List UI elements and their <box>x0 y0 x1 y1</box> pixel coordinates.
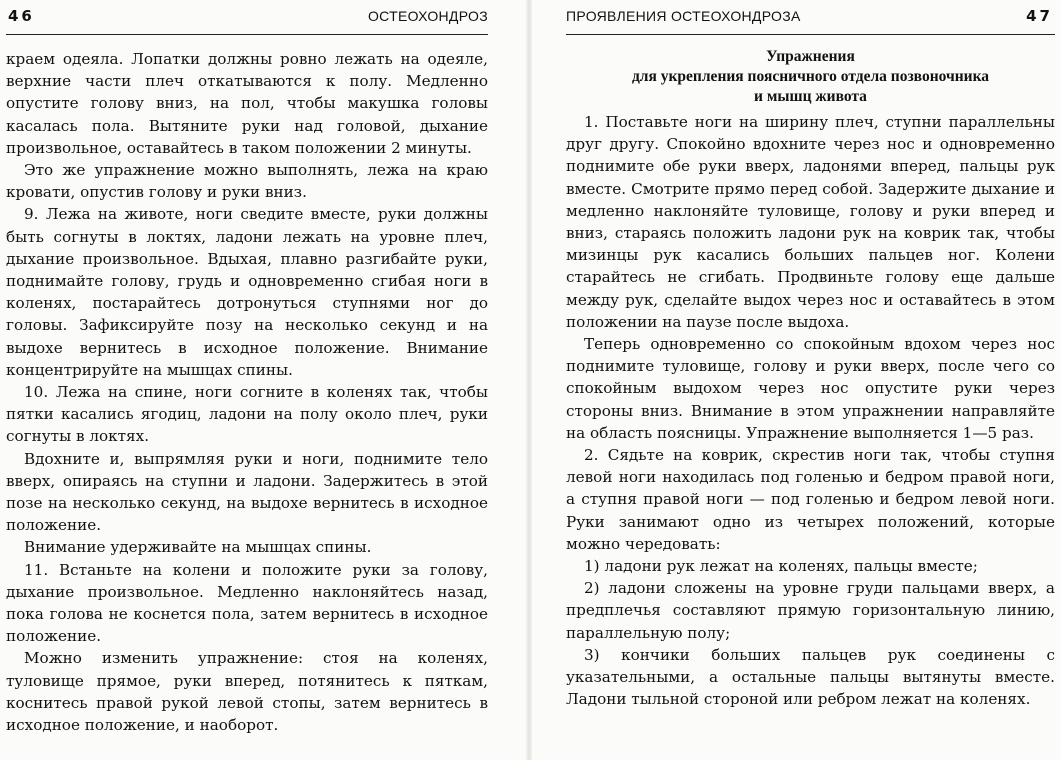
left-page <box>0 0 528 760</box>
running-head-left <box>6 0 488 35</box>
paragraph: Внимание удерживайте на мышцах спины. <box>24 538 372 557</box>
running-head-right <box>566 0 1055 35</box>
page-number-left: 46 <box>8 7 35 25</box>
paragraph: 10. Лежа на спине, ноги согните в коленях так, чтобы пятки касались ягодиц, ладони на полу около плеч, руки согнуты в локтях. <box>6 383 488 446</box>
right-page-body <box>566 111 1055 710</box>
paragraph: 11. Встаньте на колени и положите руки за голову, дыхание произвольное. Медленно наклоняйтесь назад, пока голова не коснется пола, затем вернитесь в исходное положение. <box>6 560 488 646</box>
section-heading <box>566 47 1055 107</box>
list-item: 3) кончики больших пальцев рук соединены с указательными, а остальные пальцы вытянуты вместе. Ладони тыльной стороной или ребром лежат на коленях. <box>566 645 1055 709</box>
section-heading-line: и мышц живота <box>754 88 867 105</box>
list-item: 1) ладони рук лежат на коленях, пальцы вместе; <box>584 557 978 576</box>
paragraph: краем одеяла. Лопатки должны ровно лежать на одеяле, верхние части плеч откатываются к полу. Медленно опустите голову вниз, на пол, чтобы макушка головы касалась пола. Вытяните руки над головой, дыхание произвольное, оставайтесь в таком положении 2 минуты. <box>6 50 488 157</box>
page-number-right: 47 <box>1026 7 1053 25</box>
running-title-right: ПРОЯВЛЕНИЯ ОСТЕОХОНДРОЗА <box>566 8 801 24</box>
paragraph: 9. Лежа на животе, ноги сведите вместе, руки должны быть согнуты в локтях, ладони лежать на уровне плеч, дыхание произвольное. Вдыхая, плавно разгибайте руки, поднимайте голову, грудь и одновременно сгибая ноги в коленях, постарайтесь дотронуться ступнями ног до головы. Зафиксируйте позу на несколько секунд и на выдохе вернитесь в исходное положение. Внимание концентрируйте на мышцах спины. <box>6 205 488 379</box>
paragraph: Можно изменить упражнение: стоя на коленях, туловище прямое, руки вперед, потянитесь к пяткам, коснитесь правой рукой левой стопы, затем вернитесь в исходное положение, и наоборот. <box>6 649 488 735</box>
paragraph: Теперь одновременно со спокойным вдохом через нос поднимите туловище, голову и руки вверх, после чего со спокойным выдохом через нос опустите руки через стороны вниз. Внимание в этом упражнении направляйте на область поясницы. Упражнение выполняется 1—5 раз. <box>566 335 1055 442</box>
left-page-body <box>6 48 488 736</box>
paragraph: Вдохните и, выпрямляя руки и ноги, поднимите тело вверх, опираясь на ступни и ладони. Задержитесь в этой позе на несколько секунд, на выдохе вернитесь в исходное положение. <box>6 449 488 535</box>
running-title-left: ОСТЕОХОНДРОЗ <box>367 8 488 24</box>
paragraph: 2. Сядьте на коврик, скрестив ноги так, чтобы ступня левой ноги находилась под голенью и бедром правой ноги, а ступня правой ноги — под голенью и бедром левой ноги. Руки занимают одно из четырех положений, которые можно чередовать: <box>566 446 1055 553</box>
paragraph: Это же упражнение можно выполнять, лежа на краю кровати, опустив голову и руки вниз. <box>6 161 488 202</box>
section-heading-line: Упражнения <box>766 48 855 65</box>
list-item: 2) ладони сложены на уровне груди пальцами вверх, а предплечья составляют прямую горизонтальную линию, параллельную полу; <box>566 579 1055 642</box>
paragraph: 1. Поставьте ноги на ширину плеч, ступни параллельны друг другу. Спокойно вдохните через нос и одновременно поднимите обе руки вверх, ладонями вперед, пальцы рук вместе. Смотрите прямо перед собой. Задержите дыхание и медленно наклоняйте туловище, голову и руки вперед и вниз, стараясь положить ладони рук на коврик так, чтобы мизинцы рук касались больших пальцев ног. Колени старайтесь не сгибать. Продвиньте голову еще дальше между рук, сделайте выдох через нос и оставайтесь в этом положении на паузе после выдоха. <box>566 113 1055 331</box>
section-heading-line: для укрепления поясничного отдела позвоночника <box>631 68 990 85</box>
right-page <box>530 0 1061 760</box>
